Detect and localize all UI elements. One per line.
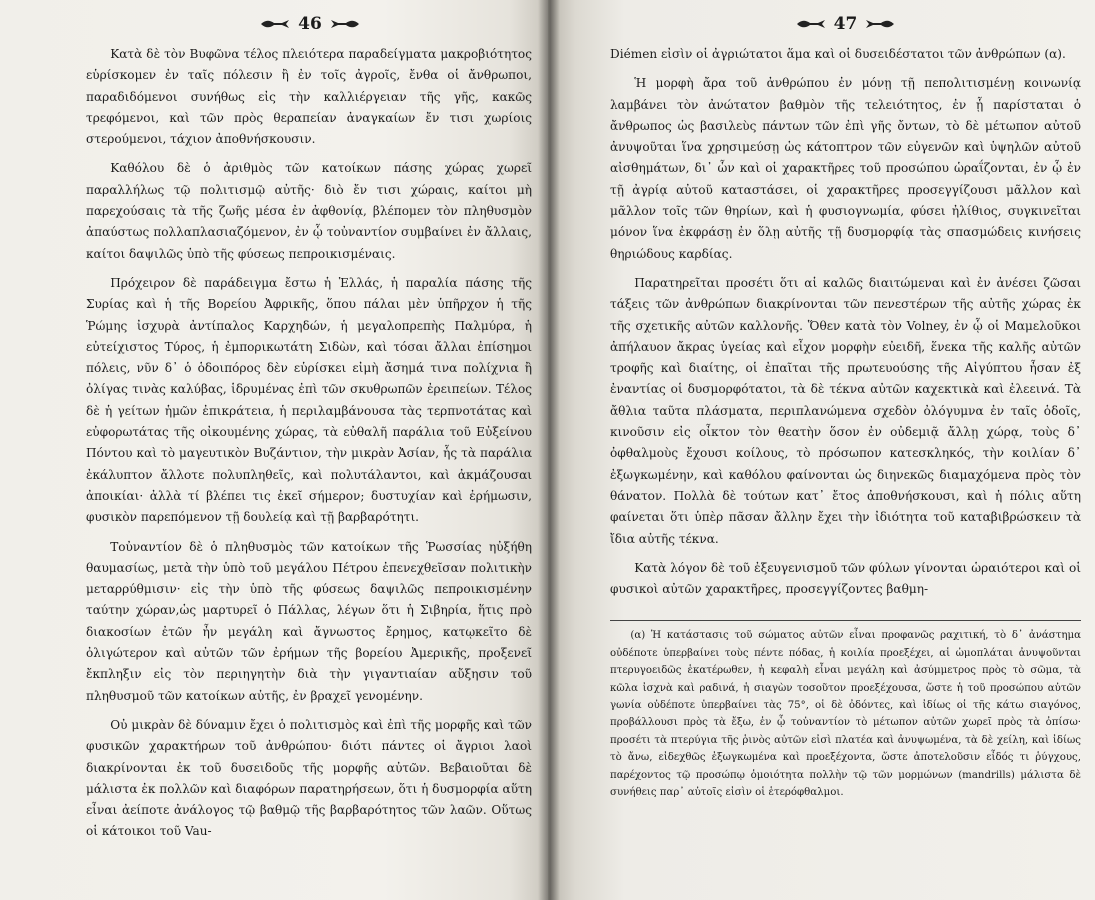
right-page-header — [610, 10, 1081, 38]
paragraph: Παρατηρεῖται προσέτι ὅτι αἱ καλῶς διαιτώμεναι καὶ ἐν ἀνέσει ζῶσαι τάξεις τῶν ἀνθρώπων διακρίνονται τῶν πενεστέρων τῆς αὐτῆς χώρας ἐκ τῆς σχετικῆς αὐτῶν καλλονῆς. Ὅθεν κατὰ τὸν Volney, ἐν ᾧ οἱ Μαμελοῦκοι ἀπήλαυον ἄκρας ὑγείας καὶ εἶχον μορφὴν εὐειδῆ, ἕνεκα τῆς καλῆς αὐτῶν τροφῆς καὶ διαίτης, οἱ ἐπαῖται τῆς πρωτευούσης τῆς Αἰγύπτου ἦσαν ἐξ ἐναντίας οἱ δυσμορφότατοι, τὰ δὲ τέκνα αὐτῶν καχεκτικὰ καὶ ἐλεεινά. Τὰ ἄθλια ταῦτα πλάσματα, περιπλανώμενα σχεδὸν ὀλόγυμνα ἐν ταῖς ὁδοῖς, κινοῦσιν εἰς οἶκτον τὸν θεατὴν ὅσον ἐν οὐδεμιᾷ ἄλλῃ χώρᾳ, τοὺς δ᾽ ὀφθαλμοὺς ἔχουσι κοίλους, τὸ πρόσωπον κατεσκληκός, τὴν κοιλίαν δ᾽ ἐξωγκωμένην, καὶ καθόλου φαίνονται ὡς διηνεκῶς διαμαχόμενα πρὸς τὸν θάνατον. Πολλὰ δὲ τούτων κατ᾽ ἔτος ἀποθνήσκουσι, καὶ ἡ πόλις αὕτη φαίνεται ὅτι ὑπὲρ πᾶσαν ἄλλην ἔχει τὴν ἰδιότητα τοῦ καταβιβρώσκειν τὰ ἴδια αὐτῆς τέκνα. — [610, 275, 1081, 546]
ornament-right-icon — [330, 17, 360, 31]
ornament-left-icon — [796, 17, 826, 31]
paragraph: Πρόχειρον δὲ παράδειγμα ἔστω ἡ Ἑλλάς, ἡ παραλία πάσης τῆς Συρίας καὶ ἡ τῆς Βορείου Ἀφρικῆς, ὅπου πάλαι μὲν ὑπῆρχον ἡ τῆς Ῥώμης ἰσχυρὰ ἀντίπαλος Καρχηδών, ἡ μεγαλοπρεπὴς Παλμύρα, ἡ εὐτείχιστος Τύρος, ἡ ἐμπορικωτάτη Σιδὼν, καὶ τόσαι ἄλλαι ἐπίσημοι πόλεις, νῦν δ᾽ ὁ ὁδοιπόρος δὲν εὑρίσκει εἰμὴ ἄσημά τινα πολίχνια ἢ ὀλίγας τινὰς καλύβας, ἱδρυμένας ἐπὶ τῶν σκυθρωπῶν ἐρειπείων. Τέλος δὲ ἡ γείτων ἡμῶν ἐπικράτεια, ἡ περιλαμβάνουσα τὰς τερπνοτάτας καὶ εὐφορωτάτας τῆς οἰκουμένης χώρας, τὰ εὐθαλῆ παράλια τοῦ Εὐξείνου Πόντου καὶ τὸ μαγευτικὸν Βυζάντιον, τὴν μικρὰν Ἀσίαν, ἧς τὰ παράλια ἐκάλυπτον ἄλλοτε πολυπληθεῖς, καὶ πολυτάλαντοι, καὶ ἀκμάζουσαι ἀποικίαι· ἀλλὰ τί βλέπει τις ἐκεῖ σήμερον; δυστυχίαν καὶ ἐρήμωσιν, φυσικὸν παρεπόμενον τῇ δουλείᾳ καὶ τῇ βαρβαρότητι. — [86, 275, 532, 525]
paragraph: Κατὰ δὲ τὸν Βυφῶνα τέλος πλειότερα παραδείγματα μακροβιότητος εὑρίσκομεν ἐν ταῖς πόλεσιν ἢ ἐν τοῖς ἀγροῖς, ἔνθα οἱ ἄνθρωποι, παραδιδόμενοι συνήθως εἰς τὴν καλλιέργειαν τῆς γῆς, κακῶς τρεφόμενοι, καὶ τῶν πρὸς θεραπείαν ἀναγκαίων ἔν τισι χωρίοις στερούμενοι, τάχιον ἀποθνήσκουσιν. — [86, 47, 532, 147]
footnote: (α) Ἡ κατάστασις τοῦ σώματος αὐτῶν εἶναι προφανῶς ραχιτική, τὸ δ᾽ ἀνάστημα οὐδέποτε ὑπερβαίνει τοὺς πέντε πόδας, ἡ κοιλία προεξέχει, αἱ ὠμοπλάται ἀνυψοῦνται πτερυγοειδῶς ἑκατέρωθεν, ἡ κεφαλὴ εἶναι μεγάλη καὶ ἀσύμμετρος πρὸς τὸ σῶμα, τὰ κῶλα ἰσχνὰ καὶ ραδινά, ἡ σιαγὼν τοσοῦτον προεξέχουσα, ὥστε ἡ τοῦ προσώπου αὐτῶν γωνία οὐδέποτε ὑπερβαίνει τὰς 75°, οἱ δὲ ὀδόντες, καὶ ἰδίως οἱ τῆς κάτω σιαγόνος, προβάλλουσι πρὸς τὰ ἔξω, ἐν ᾧ τοὐναντίον τὸ μέτωπον αὐτῶν χωρεῖ πρὸς τὰ ὀπίσω· προσέτι τὰ πτερύγια τῆς ῥινὸς αὐτῶν εἰσὶ πλατέα καὶ ἀνυψωμένα, τὰ δὲ χείλη, καὶ ἰδίως τὸ ἄνω, εἰδεχθῶς ἐξωγκωμένα καὶ προεξέχοντα, ὥστε ἀποτελοῦσιν εἶδός τι ῥύγχους, παρέχοντος τῷ προσώπῳ ὁμοιότητα πολλὴν τῷ τῶν μορμώνων (mandrills) μάλιστα δὲ συνήθεις παρ᾽ αὐτοῖς εἰσὶν οἱ ἑτερόφθαλμοι. — [610, 620, 1081, 801]
left-page-number: 46 — [298, 14, 322, 34]
paragraph: Diémen εἰσὶν οἱ ἀγριώτατοι ἅμα καὶ οἱ δυσειδέστατοι τῶν ἀνθρώπων (α). — [610, 47, 1066, 61]
paragraph: Κατὰ λόγον δὲ τοῦ ἐξευγενισμοῦ τῶν φύλων γίνονται ὡραιότεροι καὶ οἱ φυσικοὶ αὐτῶν χαρακτῆρες, προσεγγίζοντες βαθμη- — [610, 560, 1081, 597]
right-page-number: 47 — [833, 14, 858, 34]
paragraph: Ἡ μορφὴ ἄρα τοῦ ἀνθρώπου ἐν μόνῃ τῇ πεπολιτισμένῃ κοινωνίᾳ λαμβάνει τὸν ἀνώτατον βαθμὸν τῆς τελειότητος, ἐν ᾗ παρίσταται ὁ ἄνθρωπος ὡς βασιλεὺς πάντων τῶν ἐπὶ γῆς ὄντων, τὸ δὲ μέτωπον αὐτοῦ ἀνυψοῦται ἵνα χρησιμεύσῃ ὡς κάτοπτρον τῶν εὐγενῶν καὶ ὑψηλῶν αὐτοῦ αἰσθημάτων, δι᾽ ὧν καὶ οἱ χαρακτῆρες τοῦ προσώπου ὡραΐζονται, ἐν ᾧ ἐν τῇ ἀγρίᾳ αὐτοῦ καταστάσει, οἱ χαρακτῆρες προσεγγίζουσι μᾶλλον καὶ μᾶλλον τοῖς τῶν θηρίων, καὶ ἡ φυσιογνωμία, φύσει ἠλίθιος, συγκινεῖται μόνον ἵνα ἐκφράσῃ ἐν ὅλῃ αὐτῆς τῇ δυσμορφίᾳ τὰς σπασμώδεις κινήσεις θηριώδους καρδίας. — [610, 76, 1081, 261]
paragraph: Οὐ μικρὰν δὲ δύναμιν ἔχει ὁ πολιτισμὸς καὶ ἐπὶ τῆς μορφῆς καὶ τῶν φυσικῶν χαρακτήρων τοῦ ἀνθρώπου· διότι πάντες οἱ ἄγριοι λαοὶ διακρίνονται ἐκ τοῦ δυσειδοῦς τῆς μορφῆς αὐτῶν. Βεβαιοῦται δὲ μάλιστα ἐκ πολλῶν καὶ διαφόρων παρατηρήσεων, ὅτι ἡ δυσμορφία αὕτη εἶναι ἀείποτε ἀνάλογος τῷ βαθμῷ τῆς βαρβαρότητος τῶν λαῶν. Οὕτως οἱ κάτοικοι τοῦ Vau- — [86, 717, 532, 839]
paragraph: Τοὐναντίον δὲ ὁ πληθυσμὸς τῶν κατοίκων τῆς Ῥωσσίας ηὐξήθη θαυμασίως, μετὰ τὴν ὑπὸ τοῦ μεγάλου Πέτρου ἐπενεχθεῖσαν πολιτικὴν μεταρρύθμισιν· εἰς τὴν ὑπὸ τῆς φύσεως δαψιλῶς πεπροικισμένην ταύτην χώραν,ὡς μαρτυρεῖ ὁ Πάλλας, λέγων ὅτι ἡ Σιβηρία, ἥτις πρὸ διακοσίων ἐτῶν ἦν μεγάλη καὶ ἄγνωστος ἔρημος, κατῳκεῖτο δὲ ὀλιγώτερον καὶ αὐτῶν τῶν ἐρήμων τῆς βορείου Ἀμερικῆς, προξενεῖ ἔκπληξιν εἰς τὸν περιηγητὴν διὰ τὴν γιγαντιαίαν αὔξησιν τοῦ πληθυσμοῦ τῶν κατοίκων αὐτῆς, ἐν βραχεῖ γενομένην. — [86, 539, 532, 703]
book-gutter — [538, 0, 560, 900]
left-page-header — [86, 10, 534, 38]
paragraph: Καθόλου δὲ ὁ ἀριθμὸς τῶν κατοίκων πάσης χώρας χωρεῖ παραλλήλως τῷ πολιτισμῷ αὐτῆς· διὸ ἔν τισι χώραις, καίτοι μὴ παρεχούσαις τὰ τῆς ζωῆς μέσα ἐν ἀφθονίᾳ, βλέπομεν τὸν πληθυσμὸν ἀπαύστως πολλαπλασιαζόμενον, ἐν ᾧ τοὐναντίον συμβαίνει ἐν ἄλλαις, καίτοι δαψιλῶς ὑπὸ τῆς φύσεως πεπροικισμέναις. — [86, 161, 532, 261]
right-page — [548, 0, 1095, 900]
ornament-left-icon — [260, 17, 290, 31]
ornament-right-icon — [865, 17, 895, 31]
